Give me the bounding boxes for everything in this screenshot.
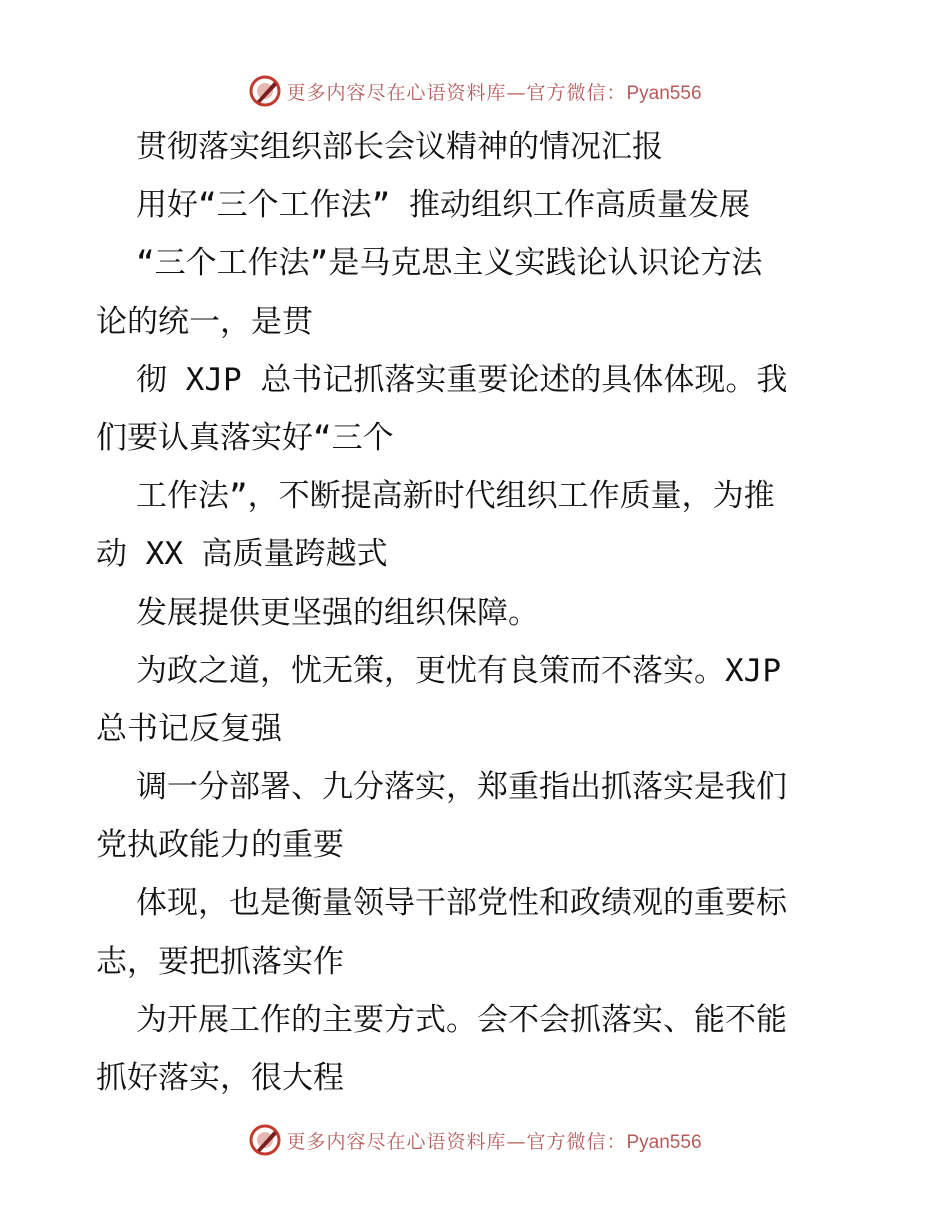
text-line: 为政之道，忧无策，更忧有良策而不落实。XJP <box>136 652 781 689</box>
footer-banner-text: 更多内容尽在心语资料库—官方微信：Pyan556 <box>286 1130 702 1153</box>
text-line: 抓好落实，很大程 <box>96 1060 344 1096</box>
footer-wechat-id: Pyan556 <box>626 1131 702 1153</box>
text-line: 用好“三个工作法” 推动组织工作高质量发展 <box>136 187 750 224</box>
text-line: 党执政能力的重要 <box>96 827 344 864</box>
text-line: 动 XX 高质量跨越式 <box>96 536 388 573</box>
header-banner <box>0 71 950 111</box>
header-wechat-id: Pyan556 <box>626 82 702 104</box>
text-line: 调一分部署、九分落实，郑重指出抓落实是我们 <box>136 769 787 806</box>
text-line: 志，要把抓落实作 <box>96 943 344 980</box>
text-line: 工作法”，不断提高新时代组织工作质量，为推 <box>136 478 775 515</box>
brand-logo-icon <box>248 1123 282 1157</box>
brand-logo-icon <box>248 74 282 108</box>
text-line: 总书记反复强 <box>96 710 282 747</box>
footer-banner <box>0 1120 950 1160</box>
text-line: 们要认真落实好“三个 <box>96 419 394 456</box>
text-line: “三个工作法”是马克思主义实践论认识论方法 <box>136 245 763 282</box>
text-line: 论的统一，是贯 <box>96 303 313 340</box>
text-line: 为开展工作的主要方式。会不会抓落实、能不能 <box>136 1001 787 1038</box>
text-line: 彻 XJP 总书记抓落实重要论述的具体体现。我 <box>136 361 788 398</box>
header-banner-text: 更多内容尽在心语资料库—官方微信：Pyan556 <box>286 81 702 104</box>
text-line: 体现，也是衡量领导干部党性和政绩观的重要标 <box>136 885 787 922</box>
text-line: 发展提供更坚强的组织保障。 <box>136 594 539 631</box>
text-line: 贯彻落实组织部长会议精神的情况汇报 <box>136 129 663 165</box>
body-text <box>96 118 866 1107</box>
